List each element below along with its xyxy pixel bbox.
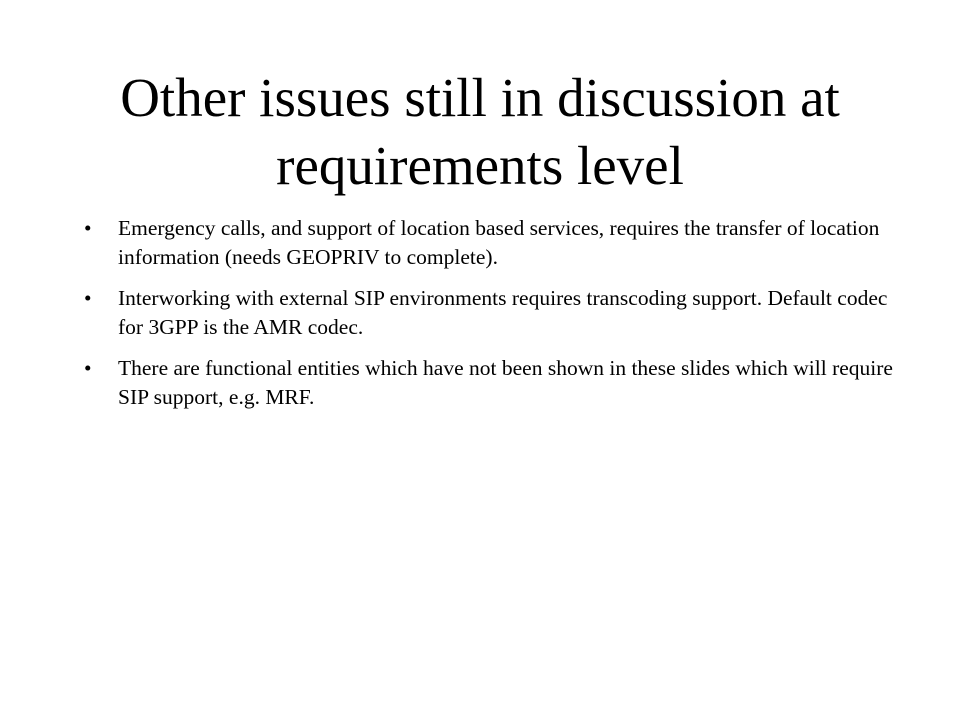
bullet-item — [84, 354, 904, 412]
bullet-icon: • — [84, 216, 92, 240]
bullet-text: There are functional entities which have not been shown in these slides which will require SIP support, e.g. MRF. — [118, 356, 893, 409]
bullet-item — [84, 214, 904, 272]
bullet-icon: • — [84, 356, 92, 380]
slide-title: Other issues still in discussion at requirements level — [120, 67, 840, 196]
bullet-text: Interworking with external SIP environments requires transcoding support. Default codec for 3GPP is the AMR codec. — [118, 286, 888, 339]
bullet-icon: • — [84, 286, 92, 310]
bullet-list — [84, 214, 904, 424]
bullet-text: Emergency calls, and support of location based services, requires the transfer of location information (needs GEOPRIV to complete). — [118, 216, 880, 269]
bullet-item — [84, 284, 904, 342]
